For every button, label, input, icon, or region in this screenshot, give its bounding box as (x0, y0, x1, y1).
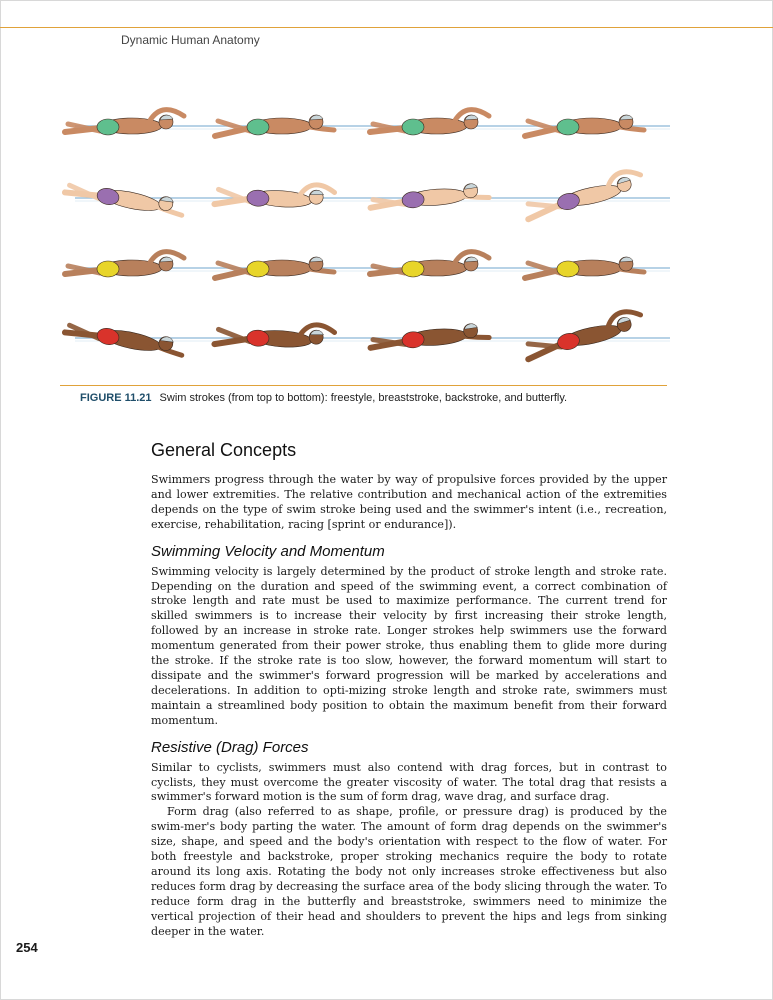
swimsuit (402, 119, 424, 135)
swim-cap (310, 190, 323, 196)
header-rule (0, 27, 773, 28)
swim-cap (310, 330, 323, 336)
swimsuit (97, 119, 119, 135)
swimmer (369, 183, 489, 211)
drag-paragraph-2: Form drag (also referred to as shape, profile, or pressure drag) is produced by the swim-mer's body parting the water. The amount of form drag depends on the swimmer's size, shape, and speed and the body's orientation with respect to the flow of water. For both freestyle and backstroke, proper stroking mechanics require the body to rotate around its long axis. Rotating the body not only increases stroke effectiveness but also reduces form drag by decreasing the surface area of the body slicing through the water. To reduce form drag in the butterfly and breaststroke, swimmers need to minimize the vertical projection of their head and shoulders to prevent the hips and legs from sinking deeper in the water. (151, 805, 667, 938)
swimmer (525, 257, 644, 278)
swimmer (523, 169, 645, 220)
intro-paragraph: Swimmers progress through the water by way of propulsive forces provided by the upper and lower extremities. The relative contribution and mechanical action of the extremities depends on the type of swim stroke being used and the swimmer's intent (i.e., recreation, exercise, rehabilitation, racing [sprint or endurance]). (151, 473, 667, 531)
swimmer (65, 110, 184, 135)
drag-paragraph-1: Similar to cyclists, swimmers must also contend with drag forces, but in contrast to cyclists, they must overcome the greater viscosity of water. The total drag that resists a swimmer's forward motion is the sum of form drag, wave drag, and surface drag. (151, 760, 667, 804)
running-head: Dynamic Human Anatomy (121, 33, 260, 47)
swimsuit (557, 261, 579, 277)
swimsuit (247, 119, 269, 135)
swim-strokes-figure (60, 88, 680, 378)
swimmer (215, 115, 334, 136)
subsection-title-velocity: Swimming Velocity and Momentum (151, 542, 385, 560)
swimmer (215, 257, 334, 278)
figure-caption-text: Swim strokes (from top to bottom): freestyle, breaststroke, backstroke, and butterfly. (159, 392, 568, 404)
swim-cap (160, 115, 173, 120)
swimsuit (247, 261, 269, 277)
swim-cap (160, 257, 173, 262)
page-number: 254 (16, 940, 38, 955)
swimmer (370, 252, 489, 277)
swimmer (525, 115, 644, 136)
swimmer (523, 309, 645, 360)
swimmer (214, 178, 335, 213)
subsection-title-drag: Resistive (Drag) Forces (151, 738, 309, 756)
figure-caption (80, 392, 567, 404)
swim-cap (310, 257, 323, 262)
swimsuit (557, 119, 579, 135)
swim-cap (465, 115, 478, 120)
figure-label: FIGURE 11.21 (80, 392, 152, 404)
swimmer (369, 323, 489, 351)
section-title: General Concepts (151, 440, 297, 460)
swimsuit (402, 261, 424, 277)
swimmer (65, 252, 184, 277)
main-content (151, 440, 667, 939)
figure-rule (60, 385, 667, 386)
swim-cap (465, 257, 478, 262)
swim-cap (620, 115, 633, 120)
swim-cap (310, 115, 323, 120)
swimsuit (97, 261, 119, 277)
swimmer (214, 318, 335, 353)
swimmer (370, 110, 489, 135)
swim-cap (620, 257, 633, 262)
velocity-paragraph: Swimming velocity is largely determined by the product of stroke length and stroke rate. Depending on the duration and speed of the swimming event, a correct combination of stroke length and rate must be used to maximize performance. The current trend for skilled swimmers is to increase their velocity by first increasing their stroke length, followed by an increase in stroke rate. Longer strokes help swimmers use the forward momentum generated from their power stroke, thus enabling them to glide more during the stroke. If the stroke rate is too slow, however, the forward momentum will start to dissipate and the swimmer's forward progression will be marked by accelerations and decelerations. In addition to opti-mizing stroke length and stroke rate, swimmers must maintain a streamlined body position to obtain the maximum benefit from their forward momentum. (151, 564, 667, 727)
